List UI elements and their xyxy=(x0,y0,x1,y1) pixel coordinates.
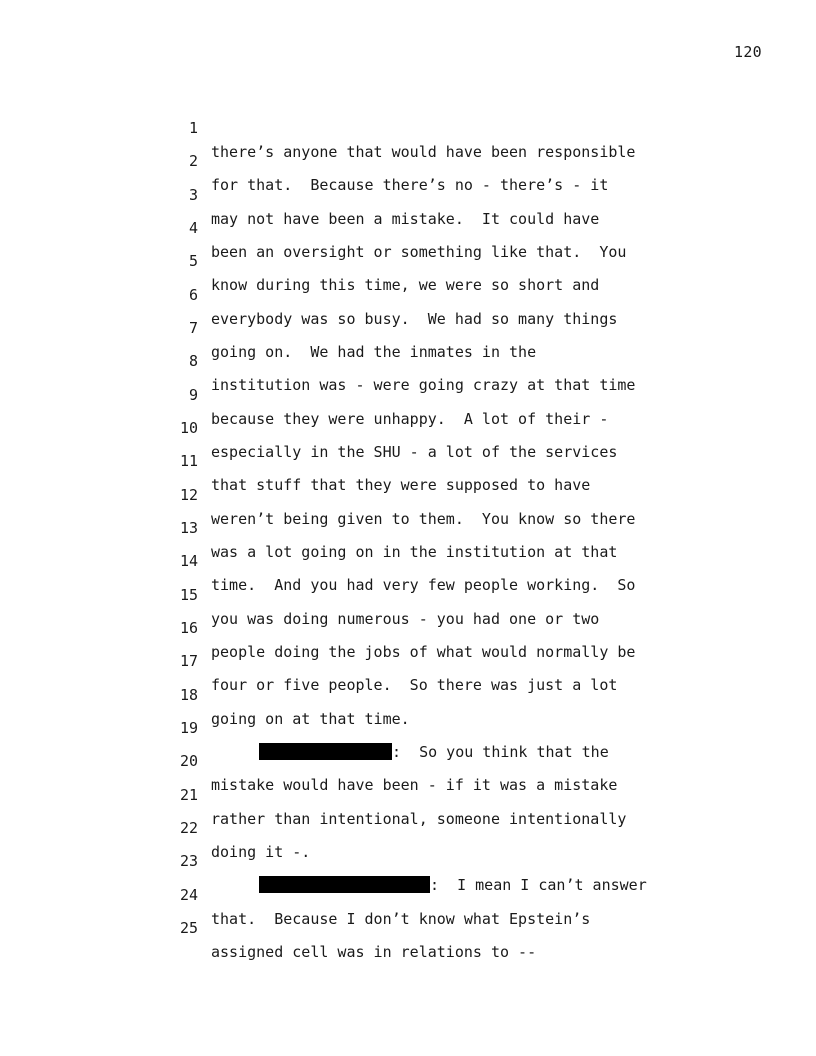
transcript-line xyxy=(168,892,728,961)
line-text: weren’t being given to them. You know so there xyxy=(211,509,636,528)
transcript-line xyxy=(168,159,728,228)
line-number: 19 xyxy=(179,718,198,737)
line-text: mistake would have been - if it was a mistake xyxy=(211,776,618,795)
line-number: 13 xyxy=(179,518,198,537)
line-number: 5 xyxy=(188,252,198,271)
line-text: : I mean I can’t answer xyxy=(430,876,647,895)
line-number: 20 xyxy=(179,752,198,771)
line-number: 4 xyxy=(188,218,198,237)
transcript-line xyxy=(168,292,728,361)
line-text: know during this time, we were so short and xyxy=(211,276,600,295)
line-text: rather than intentional, someone intentionally xyxy=(211,809,627,828)
line-text: : So you think that the xyxy=(392,742,609,761)
line-number: 7 xyxy=(188,318,198,337)
line-number: 15 xyxy=(179,585,198,604)
line-number: 11 xyxy=(179,452,198,471)
line-text: may not have been a mistake. It could have xyxy=(211,209,600,228)
line-number: 2 xyxy=(188,152,198,171)
line-number: 8 xyxy=(188,352,198,371)
line-number: 14 xyxy=(179,552,198,571)
line-number: 16 xyxy=(179,618,198,637)
line-text: that. Because I don’t know what Epstein’s xyxy=(211,909,591,928)
line-number: 25 xyxy=(179,918,198,937)
line-text: you was doing numerous - you had one or two xyxy=(211,609,600,628)
line-number: 17 xyxy=(179,652,198,671)
line-text: institution was - were going crazy at that time xyxy=(211,376,636,395)
transcript-line xyxy=(168,392,728,461)
transcript-line xyxy=(168,492,728,561)
line-number: 3 xyxy=(188,185,198,204)
line-number: 9 xyxy=(188,385,198,404)
page-number: 120 xyxy=(734,43,762,61)
line-text: that stuff that they were supposed to have xyxy=(211,476,591,495)
line-text: was a lot going on in the institution at that xyxy=(211,542,618,561)
line-text: for that. Because there’s no - there’s - it xyxy=(211,176,609,195)
transcript-line xyxy=(168,592,728,661)
transcript-line xyxy=(168,325,728,395)
transcript-line xyxy=(168,792,728,861)
line-text: people doing the jobs of what would normally be xyxy=(211,642,636,661)
transcript-line xyxy=(168,125,728,195)
transcript-line xyxy=(168,692,728,761)
line-text: assigned cell was in relations to -- xyxy=(211,942,537,961)
line-number: 24 xyxy=(179,885,198,904)
line-number: 23 xyxy=(179,852,198,871)
line-text: going on. We had the inmates in the xyxy=(211,342,537,361)
line-text: because they were unhappy. A lot of their - xyxy=(211,409,609,428)
line-text: going on at that time. xyxy=(211,709,410,728)
line-text: been an oversight or something like that. You xyxy=(211,242,627,261)
line-text: four or five people. So there was just a lot xyxy=(211,676,618,695)
transcript-line xyxy=(168,259,728,328)
line-text: especially in the SHU - a lot of the services xyxy=(211,442,618,461)
transcript-body xyxy=(168,92,728,961)
line-number: 12 xyxy=(179,485,198,504)
line-text: time. And you had very few people working. So xyxy=(211,576,636,595)
line-text: there’s anyone that would have been responsible xyxy=(211,143,636,161)
line-number: 21 xyxy=(179,785,198,804)
transcript-line xyxy=(168,192,728,261)
line-number: 6 xyxy=(188,285,198,304)
line-number: 10 xyxy=(179,418,198,437)
line-number: 22 xyxy=(179,818,198,837)
line-text: doing it -. xyxy=(211,842,311,861)
transcript-line xyxy=(168,92,728,161)
transcript-line xyxy=(168,225,728,295)
line-number: 1 xyxy=(188,119,198,137)
line-number: 18 xyxy=(179,685,198,704)
line-text: everybody was so busy. We had so many things xyxy=(211,309,618,328)
